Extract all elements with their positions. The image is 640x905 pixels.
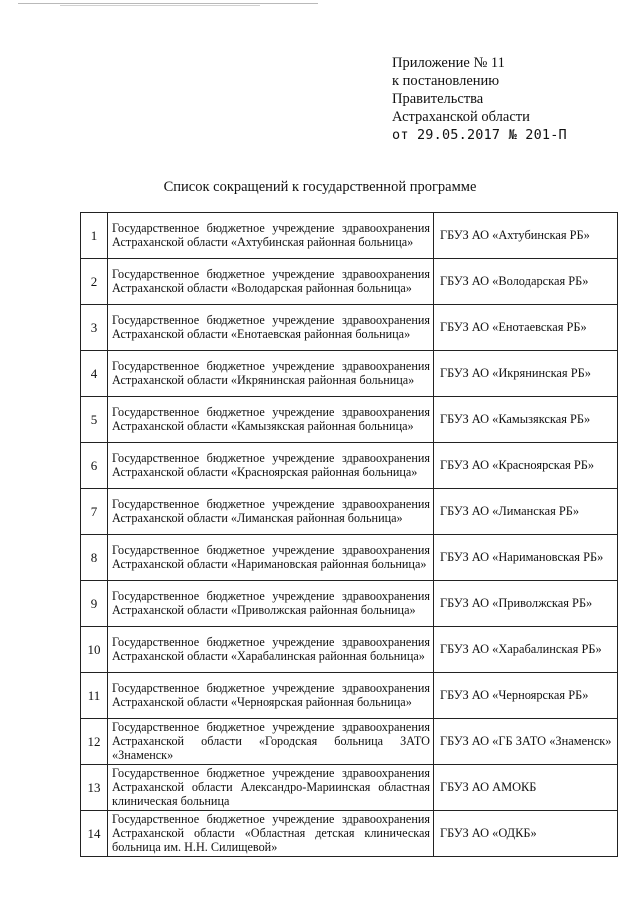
abbreviation-cell: ГБУЗ АО «Харабалинская РБ» (434, 627, 618, 673)
row-number: 13 (81, 765, 108, 811)
document-title: Список сокращений к государственной программе (163, 179, 477, 195)
table-row (81, 259, 618, 305)
full-name-cell: Государственное бюджетное учреждение здравоохранения Астраханской области «Областная детская клиническая больница им. Н.Н. Силищевой» (108, 811, 434, 857)
abbreviation-cell: ГБУЗ АО «Икрянинская РБ» (434, 351, 618, 397)
table-row (81, 811, 618, 857)
appendix-line: Правительства (392, 91, 484, 107)
row-number: 3 (81, 305, 108, 351)
appendix-date-line: от 29.05.2017 № 201-П (392, 127, 567, 143)
row-number: 1 (81, 213, 108, 259)
full-name-cell: Государственное бюджетное учреждение здравоохранения Астраханской области «Городская больница ЗАТО «Знаменск» (108, 719, 434, 765)
abbreviation-cell: ГБУЗ АО «Камызякская РБ» (434, 397, 618, 443)
scan-artifact-line (18, 3, 318, 4)
full-name-cell: Государственное бюджетное учреждение здравоохранения Астраханской области «Красноярская районная больница» (108, 443, 434, 489)
abbreviation-cell: ГБУЗ АО «Ахтубинская РБ» (434, 213, 618, 259)
row-number: 9 (81, 581, 108, 627)
full-name-cell: Государственное бюджетное учреждение здравоохранения Астраханской области Александро-Мариинская областная клиническая больница (108, 765, 434, 811)
full-name-cell: Государственное бюджетное учреждение здравоохранения Астраханской области «Наримановская районная больница» (108, 535, 434, 581)
full-name-cell: Государственное бюджетное учреждение здравоохранения Астраханской области «Камызякская районная больница» (108, 397, 434, 443)
appendix-line: Астраханской области (392, 109, 530, 125)
abbreviation-cell: ГБУЗ АО «Наримановская РБ» (434, 535, 618, 581)
abbreviation-cell: ГБУЗ АО «Володарская РБ» (434, 259, 618, 305)
row-number: 14 (81, 811, 108, 857)
abbreviation-cell: ГБУЗ АО «Енотаевская РБ» (434, 305, 618, 351)
abbreviation-cell: ГБУЗ АО «Черноярская РБ» (434, 673, 618, 719)
abbreviation-cell: ГБУЗ АО «Лиманская РБ» (434, 489, 618, 535)
table-row (81, 673, 618, 719)
table-row (81, 627, 618, 673)
row-number: 8 (81, 535, 108, 581)
row-number: 10 (81, 627, 108, 673)
appendix-header (392, 54, 622, 144)
appendix-line: Приложение № 11 (392, 55, 505, 71)
abbreviations-table (80, 212, 618, 857)
table-row (81, 351, 618, 397)
full-name-cell: Государственное бюджетное учреждение здравоохранения Астраханской области «Икрянинская районная больница» (108, 351, 434, 397)
table-row (81, 397, 618, 443)
table-row (81, 535, 618, 581)
scan-artifact-line (60, 5, 260, 6)
table-row (81, 765, 618, 811)
row-number: 5 (81, 397, 108, 443)
table-row (81, 581, 618, 627)
row-number: 4 (81, 351, 108, 397)
row-number: 2 (81, 259, 108, 305)
full-name-cell: Государственное бюджетное учреждение здравоохранения Астраханской области «Черноярская районная больница» (108, 673, 434, 719)
abbreviation-cell: ГБУЗ АО «Приволжская РБ» (434, 581, 618, 627)
table-row (81, 443, 618, 489)
full-name-cell: Государственное бюджетное учреждение здравоохранения Астраханской области «Приволжская районная больница» (108, 581, 434, 627)
row-number: 6 (81, 443, 108, 489)
full-name-cell: Государственное бюджетное учреждение здравоохранения Астраханской области «Харабалинская районная больница» (108, 627, 434, 673)
row-number: 12 (81, 719, 108, 765)
table-body (81, 213, 618, 857)
table-row (81, 213, 618, 259)
abbreviation-cell: ГБУЗ АО АМОКБ (434, 765, 618, 811)
table-row (81, 305, 618, 351)
row-number: 7 (81, 489, 108, 535)
full-name-cell: Государственное бюджетное учреждение здравоохранения Астраханской области «Ахтубинская районная больница» (108, 213, 434, 259)
appendix-line: к постановлению (392, 73, 500, 89)
abbreviation-cell: ГБУЗ АО «Красноярская РБ» (434, 443, 618, 489)
abbreviation-cell: ГБУЗ АО «ОДКБ» (434, 811, 618, 857)
row-number: 11 (81, 673, 108, 719)
full-name-cell: Государственное бюджетное учреждение здравоохранения Астраханской области «Енотаевская районная больница» (108, 305, 434, 351)
table-row (81, 489, 618, 535)
table-row (81, 719, 618, 765)
full-name-cell: Государственное бюджетное учреждение здравоохранения Астраханской области «Володарская районная больница» (108, 259, 434, 305)
full-name-cell: Государственное бюджетное учреждение здравоохранения Астраханской области «Лиманская районная больница» (108, 489, 434, 535)
abbreviation-cell: ГБУЗ АО «ГБ ЗАТО «Знаменск» (434, 719, 618, 765)
